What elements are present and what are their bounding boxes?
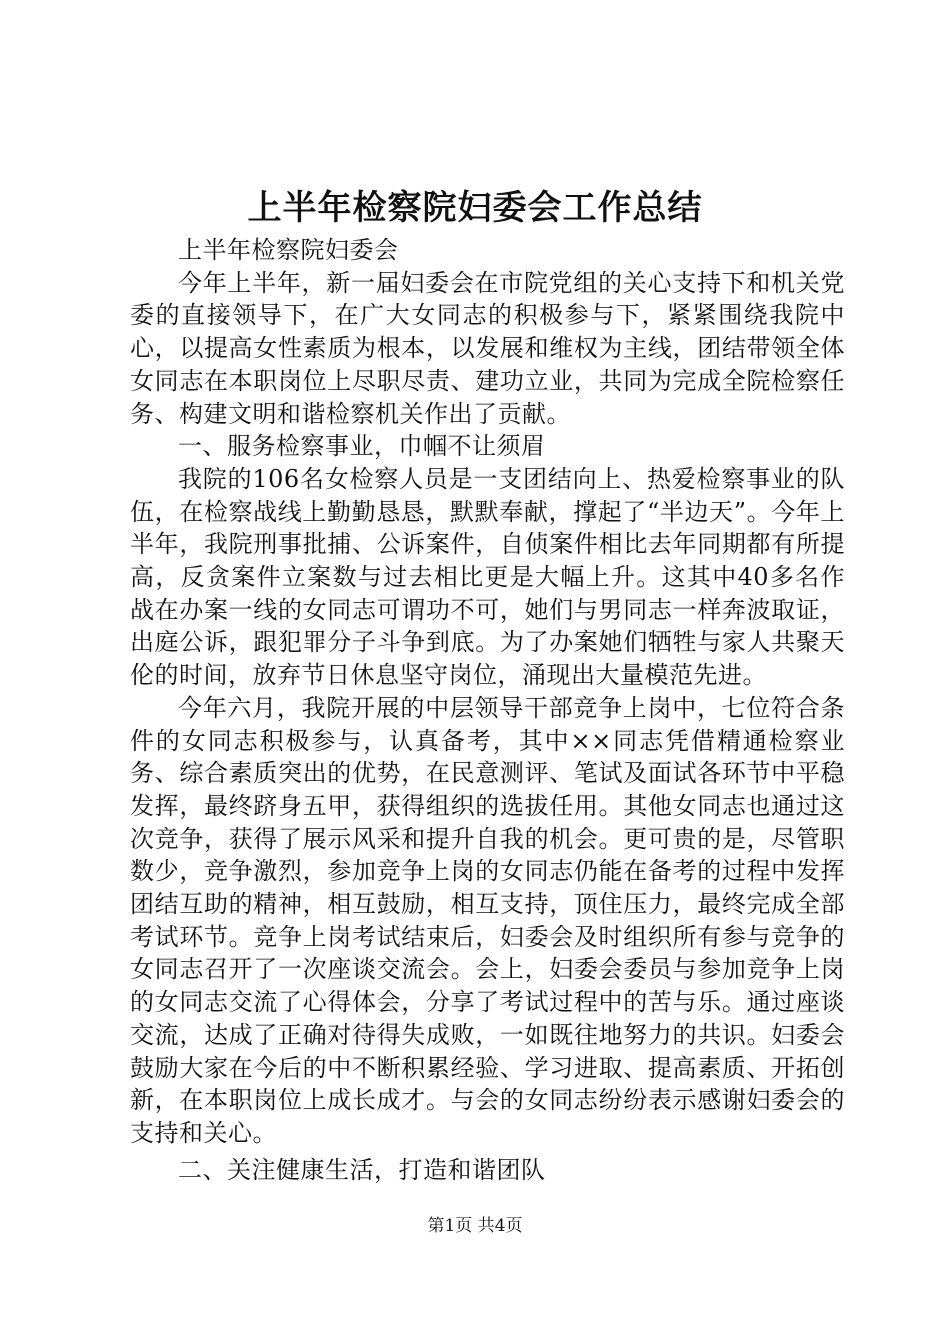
section-heading-1: 一、服务检察事业，巾帼不让须眉 <box>178 432 546 461</box>
paragraph-staff: 我院的106名女检察人员是一支团结向上、热爱检察事业的队伍，在检察战线上勤勤恳恳，默默奉献，撑起了“半边天”。今年上半年，我院刑事批捕、公诉案件，自侦案件相比去年同期都有所提高，反贪案件立案数与过去相比更是大幅上升。这其中40多名作战在办案一线的女同志可谓功不可，她们与男同志一样奔波取证，出庭公诉，跟犯罪分子斗争到底。为了办案她们牺牲与家人共聚天伦的时间，放弃节日休息坚守岗位，涌现出大量模范先进。 <box>130 464 845 690</box>
document-body <box>130 234 845 1186</box>
document-title: 上半年检察院妇委会工作总结 <box>247 188 703 228</box>
author-line: 上半年检察院妇委会 <box>178 236 399 264</box>
section-heading-2: 二、关注健康生活，打造和谐团队 <box>178 1155 546 1184</box>
paragraph-intro: 今年上半年，新一届妇委会在市院党组的关心支持下和机关党委的直接领导下，在广大女同志的积极参与下，紧紧围绕我院中心，以提高女性素质为根本，以发展和维权为主线，团结带领全体女同志在本职岗位上尽职尽责、建功立业，共同为完成全院检察任务、构建文明和谐检察机关作出了贡献。 <box>130 268 845 428</box>
page-footer: 第1页 共4页 <box>427 1216 523 1236</box>
paragraph-competition: 今年六月，我院开展的中层领导干部竞争上岗中，七位符合条件的女同志积极参与，认真备考，其中××同志凭借精通检察业务、综合素质突出的优势，在民意测评、笔试及面试各环节中平稳发挥，最终跻身五甲，获得组织的选拔任用。其他女同志也通过这次竞争，获得了展示风采和提升自我的机会。更可贵的是，尽管职数少，竞争激烈，参加竞争上岗的女同志仍能在备考的过程中发挥团结互助的精神，相互鼓励，相互支持，顶住压力，最终完成全部考试环节。竞争上岗考试结束后，妇委会及时组织所有参与竞争的女同志召开了一次座谈交流会。会上，妇委会委员与参加竞争上岗的女同志交流了心得体会，分享了考试过程中的苦与乐。通过座谈交流，达成了正确对待得失成败，一如既往地努力的共识。妇委会鼓励大家在今后的中不断积累经验、学习进取、提高素质、开拓创新，在本职岗位上成长成才。与会的女同志纷纷表示感谢妇委会的支持和关心。 <box>130 693 845 1147</box>
